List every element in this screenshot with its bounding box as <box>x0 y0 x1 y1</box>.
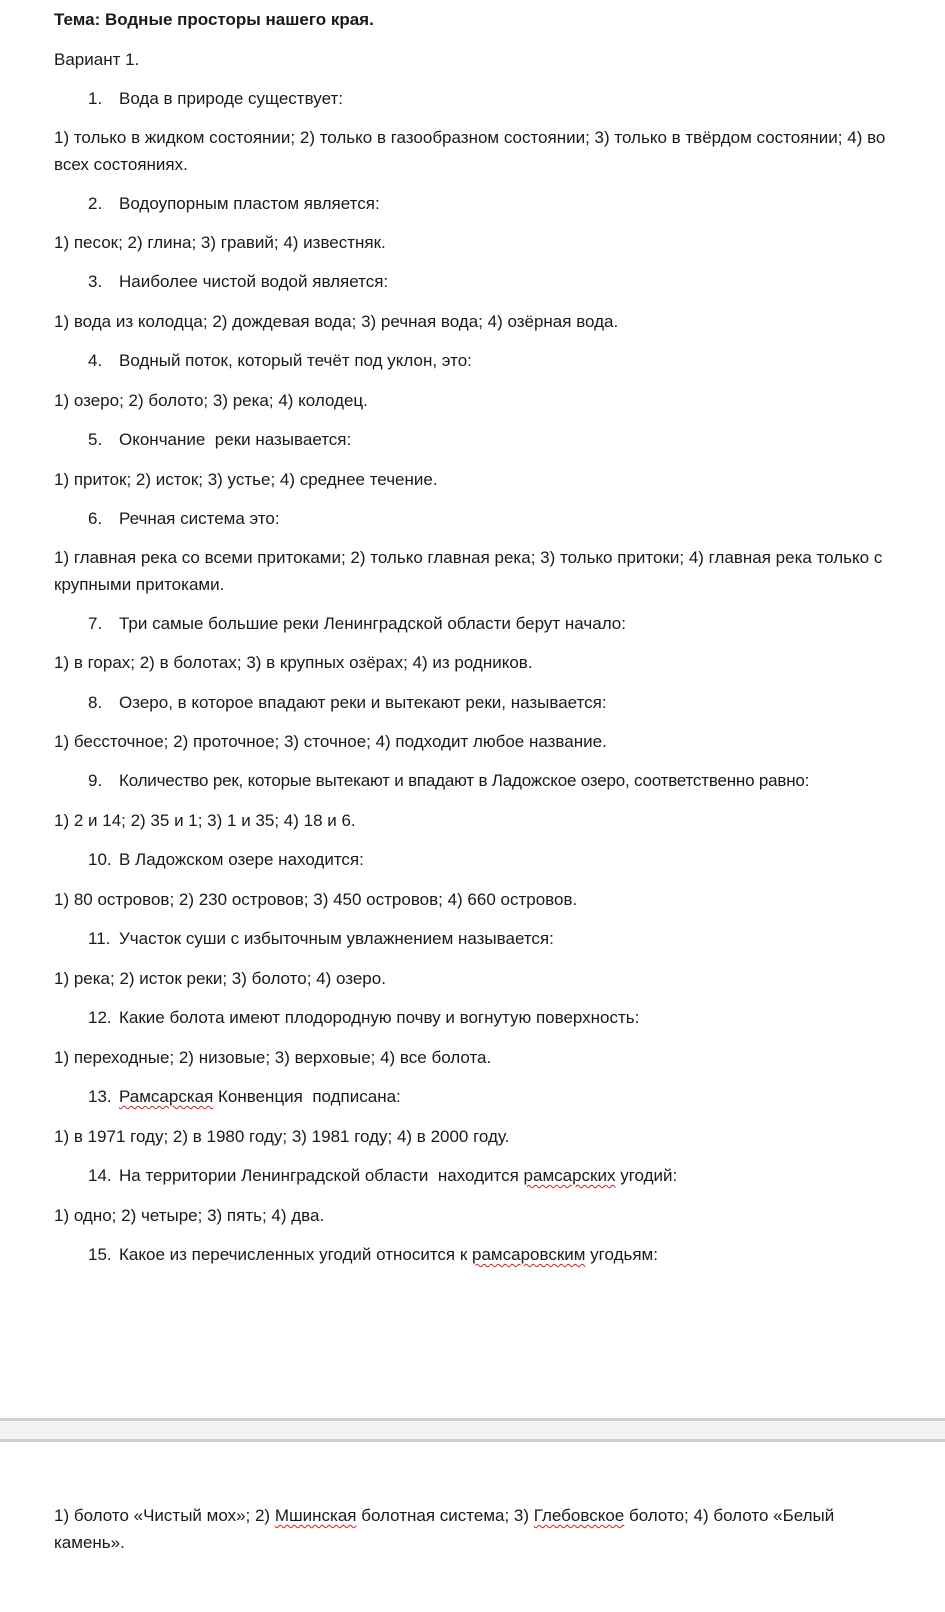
question-number: 14. <box>88 1166 112 1185</box>
answers-4: 1) озеро; 2) болото; 3) река; 4) колодец. <box>54 391 368 410</box>
answers-8: 1) бессточное; 2) проточное; 3) сточное; 4) подходит любое название. <box>54 732 607 751</box>
question-8 <box>88 689 897 716</box>
question-text: Окончание реки называется: <box>119 430 352 449</box>
answers-2: 1) песок; 2) глина; 3) гравий; 4) известняк. <box>54 233 386 252</box>
question-number: 13. <box>88 1087 112 1106</box>
question-15 <box>88 1241 897 1268</box>
answers-text: болотная система; 3) <box>356 1506 534 1525</box>
question-2 <box>88 190 897 217</box>
question-number: 6. <box>88 509 103 528</box>
question-number: 15. <box>88 1245 112 1264</box>
answers-14: 1) одно; 2) четыре; 3) пять; 4) два. <box>54 1206 325 1225</box>
question-number: 3. <box>88 272 103 291</box>
question-text: В Ладожском озере находится: <box>119 850 364 869</box>
question-text: Три самые большие реки Ленинградской области берут начало: <box>119 614 626 633</box>
question-9 <box>88 767 905 794</box>
question-6 <box>88 505 897 532</box>
spellcheck-word: Рамсарская <box>119 1087 214 1106</box>
variant-label: Вариант 1. <box>54 50 140 69</box>
question-number: 2. <box>88 194 103 213</box>
answers-text: болото; 4) болото «Белый камень». <box>54 1506 839 1552</box>
question-number: 8. <box>88 693 103 712</box>
question-12 <box>88 1004 897 1031</box>
answers-13: 1) в 1971 году; 2) в 1980 году; 3) 1981 году; 4) в 2000 году. <box>54 1127 510 1146</box>
question-text: Количество рек, которые вытекают и впадают в Ладожское озеро, соответственно равно: <box>119 771 810 790</box>
spellcheck-word: Мшинская <box>274 1506 357 1525</box>
question-11 <box>88 925 897 952</box>
question-number: 9. <box>88 771 103 790</box>
question-text: Водоупорным пластом является: <box>119 194 380 213</box>
answers-5: 1) приток; 2) исток; 3) устье; 4) среднее течение. <box>54 470 438 489</box>
question-4 <box>88 347 897 374</box>
question-3 <box>88 268 897 295</box>
spellcheck-word: Глебовское <box>533 1506 625 1525</box>
question-text: На территории Ленинградской области находится <box>119 1166 524 1185</box>
question-number: 11. <box>88 929 111 948</box>
question-number: 12. <box>88 1008 112 1027</box>
question-5 <box>88 426 897 453</box>
question-text-end: угодий: <box>615 1166 678 1185</box>
question-number: 5. <box>88 430 103 449</box>
question-number: 1. <box>88 89 103 108</box>
spellcheck-word: рамсарских <box>523 1166 616 1185</box>
spellcheck-word: рамсаровским <box>472 1245 586 1264</box>
answers-11: 1) река; 2) исток реки; 3) болото; 4) озеро. <box>54 969 386 988</box>
question-number: 10. <box>88 850 112 869</box>
question-number: 7. <box>88 614 103 633</box>
question-text: Водный поток, который течёт под уклон, это: <box>119 351 472 370</box>
question-text: Участок суши с избыточным увлажнением называется: <box>119 929 554 948</box>
answers-7: 1) в горах; 2) в болотах; 3) в крупных озёрах; 4) из родников. <box>54 653 533 672</box>
answers-1: 1) только в жидком состоянии; 2) только в газообразном состоянии; 3) только в твёрдом состоянии; 4) во всех состояниях. <box>54 128 886 174</box>
document-title: Тема: Водные просторы нашего края. <box>54 10 374 29</box>
question-text-end: угодьям: <box>585 1245 658 1264</box>
question-number: 4. <box>88 351 103 370</box>
question-text: Речная система это: <box>119 509 280 528</box>
answers-3: 1) вода из колодца; 2) дождевая вода; 3) речная вода; 4) озёрная вода. <box>54 312 619 331</box>
question-14 <box>88 1162 897 1189</box>
answers-text: 1) болото «Чистый мох»; 2) <box>54 1506 275 1525</box>
answers-15 <box>54 1502 897 1556</box>
answers-10: 1) 80 островов; 2) 230 островов; 3) 450 островов; 4) 660 островов. <box>54 890 578 909</box>
question-7 <box>88 610 897 637</box>
question-text: Конвенция подписана: <box>213 1087 401 1106</box>
answers-6: 1) главная река со всеми притоками; 2) только главная река; 3) только притоки; 4) главная река только с крупными притоками. <box>54 548 883 594</box>
question-text: Озеро, в которое впадают реки и вытекают реки, называется: <box>119 693 607 712</box>
answers-12: 1) переходные; 2) низовые; 3) верховые; 4) все болота. <box>54 1048 492 1067</box>
page-break-divider <box>0 1418 945 1442</box>
answers-9: 1) 2 и 14; 2) 35 и 1; 3) 1 и 35; 4) 18 и 6. <box>54 811 356 830</box>
question-text: Какое из перечисленных угодий относится к <box>119 1245 473 1264</box>
question-text: Какие болота имеют плодородную почву и вогнутую поверхность: <box>119 1008 640 1027</box>
question-text: Наиболее чистой водой является: <box>119 272 389 291</box>
question-13 <box>88 1083 897 1110</box>
question-10 <box>88 846 897 873</box>
question-text: Вода в природе существует: <box>119 89 343 108</box>
question-1 <box>88 85 897 112</box>
